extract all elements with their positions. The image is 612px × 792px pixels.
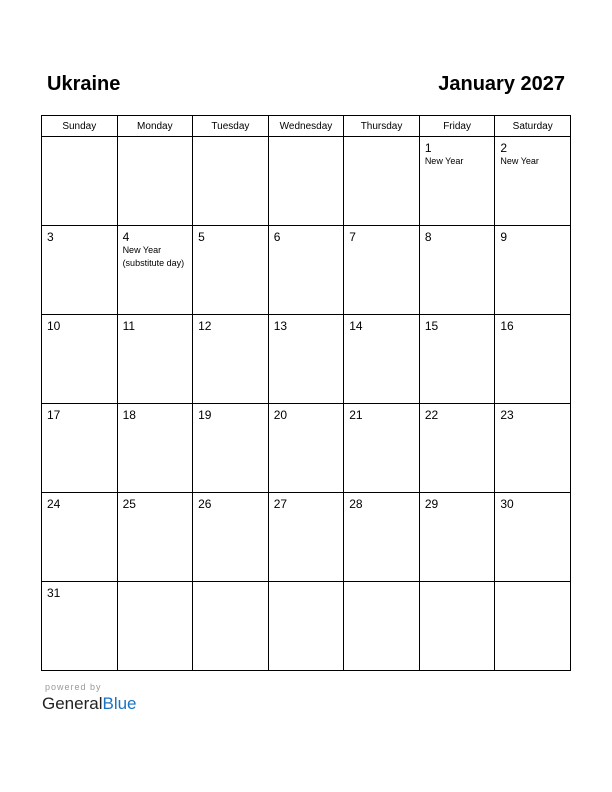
day-number xyxy=(118,137,193,141)
day-number xyxy=(42,137,117,141)
day-cell xyxy=(193,404,269,493)
day-number: 27 xyxy=(273,497,288,511)
weekday-header: Thursday xyxy=(344,116,420,137)
day-number: 20 xyxy=(273,408,288,422)
holiday-label: New Year xyxy=(500,156,539,166)
day-number: 6 xyxy=(273,230,281,244)
weekday-header: Wednesday xyxy=(268,116,344,137)
day-cell xyxy=(117,493,193,582)
week-row xyxy=(42,315,571,404)
week-row xyxy=(42,226,571,315)
day-number: 17 xyxy=(47,408,61,422)
day-number: 14 xyxy=(349,319,363,333)
day-number: 23 xyxy=(500,408,514,422)
week-row xyxy=(42,137,571,226)
day-cell xyxy=(495,404,571,493)
day-number: 28 xyxy=(349,497,363,511)
day-number xyxy=(269,582,344,586)
day-cell xyxy=(117,137,193,226)
weekday-header-row xyxy=(42,116,571,137)
weekday-header: Sunday xyxy=(42,116,118,137)
day-number: 7 xyxy=(349,230,356,244)
weekday-header: Saturday xyxy=(495,116,571,137)
day-cell xyxy=(117,226,193,315)
day-number: 29 xyxy=(424,497,439,511)
day-number: 1 xyxy=(424,141,432,155)
day-cell xyxy=(495,226,571,315)
day-cell xyxy=(117,404,193,493)
day-number: 19 xyxy=(198,408,212,422)
day-number: 8 xyxy=(424,230,432,244)
day-cell xyxy=(268,582,344,671)
day-cell xyxy=(42,404,118,493)
day-number: 26 xyxy=(198,497,212,511)
weekday-header: Friday xyxy=(419,116,495,137)
day-cell xyxy=(344,226,420,315)
day-cell xyxy=(344,315,420,404)
day-number: 21 xyxy=(349,408,363,422)
brand-blue-text: Blue xyxy=(102,694,137,713)
day-cell xyxy=(193,582,269,671)
day-cell xyxy=(42,493,118,582)
day-number: 16 xyxy=(500,319,514,333)
day-number: 24 xyxy=(47,497,61,511)
day-cell xyxy=(495,493,571,582)
day-cell xyxy=(419,226,495,315)
day-number xyxy=(420,582,495,586)
week-row xyxy=(42,404,571,493)
day-cell xyxy=(419,493,495,582)
day-number: 31 xyxy=(47,586,61,600)
day-number: 30 xyxy=(500,497,514,511)
day-number: 3 xyxy=(47,230,54,244)
day-cell xyxy=(495,315,571,404)
day-cell xyxy=(495,582,571,671)
day-cell xyxy=(117,315,193,404)
brand-general-text: General xyxy=(42,694,103,713)
day-cell xyxy=(268,315,344,404)
day-number: 22 xyxy=(424,408,439,422)
day-cell xyxy=(193,226,269,315)
week-row xyxy=(42,582,571,671)
footer xyxy=(42,681,137,714)
day-number: 15 xyxy=(424,319,439,333)
day-cell xyxy=(268,226,344,315)
day-number xyxy=(193,582,268,586)
day-cell xyxy=(42,226,118,315)
powered-by-label: powered by xyxy=(45,682,102,692)
day-cell xyxy=(268,137,344,226)
day-cell xyxy=(42,137,118,226)
day-number: 4 xyxy=(122,230,130,244)
day-number xyxy=(344,137,419,141)
day-number: 10 xyxy=(47,319,61,333)
day-cell xyxy=(344,137,420,226)
day-number: 2 xyxy=(500,141,508,155)
country-title: Ukraine xyxy=(47,73,121,95)
day-number xyxy=(344,582,419,586)
day-cell xyxy=(344,493,420,582)
weekday-header: Tuesday xyxy=(193,116,269,137)
day-cell xyxy=(419,404,495,493)
holiday-label: New Year (substitute day) xyxy=(122,245,185,268)
day-cell xyxy=(268,404,344,493)
holiday-label: New Year xyxy=(424,156,464,166)
day-cell xyxy=(193,493,269,582)
day-cell xyxy=(419,582,495,671)
day-cell xyxy=(42,582,118,671)
day-number xyxy=(118,582,193,586)
day-number: 25 xyxy=(122,497,136,511)
day-cell xyxy=(193,137,269,226)
day-number xyxy=(193,137,268,141)
day-number: 9 xyxy=(500,230,508,244)
week-row xyxy=(42,493,571,582)
day-cell xyxy=(344,582,420,671)
day-cell xyxy=(117,582,193,671)
day-number xyxy=(495,582,570,586)
day-cell xyxy=(42,315,118,404)
day-cell xyxy=(495,137,571,226)
day-cell xyxy=(344,404,420,493)
generalblue-logo[interactable] xyxy=(42,694,137,714)
day-number: 11 xyxy=(122,319,136,333)
calendar-grid xyxy=(41,115,571,671)
day-cell xyxy=(268,493,344,582)
day-cell xyxy=(419,315,495,404)
day-number: 13 xyxy=(273,319,288,333)
day-cell xyxy=(193,315,269,404)
day-number: 5 xyxy=(198,230,205,244)
weekday-header: Monday xyxy=(117,116,193,137)
day-number: 18 xyxy=(122,408,136,422)
day-number xyxy=(269,137,344,141)
day-number: 12 xyxy=(198,319,212,333)
month-title: January 2027 xyxy=(438,73,565,95)
day-cell xyxy=(419,137,495,226)
